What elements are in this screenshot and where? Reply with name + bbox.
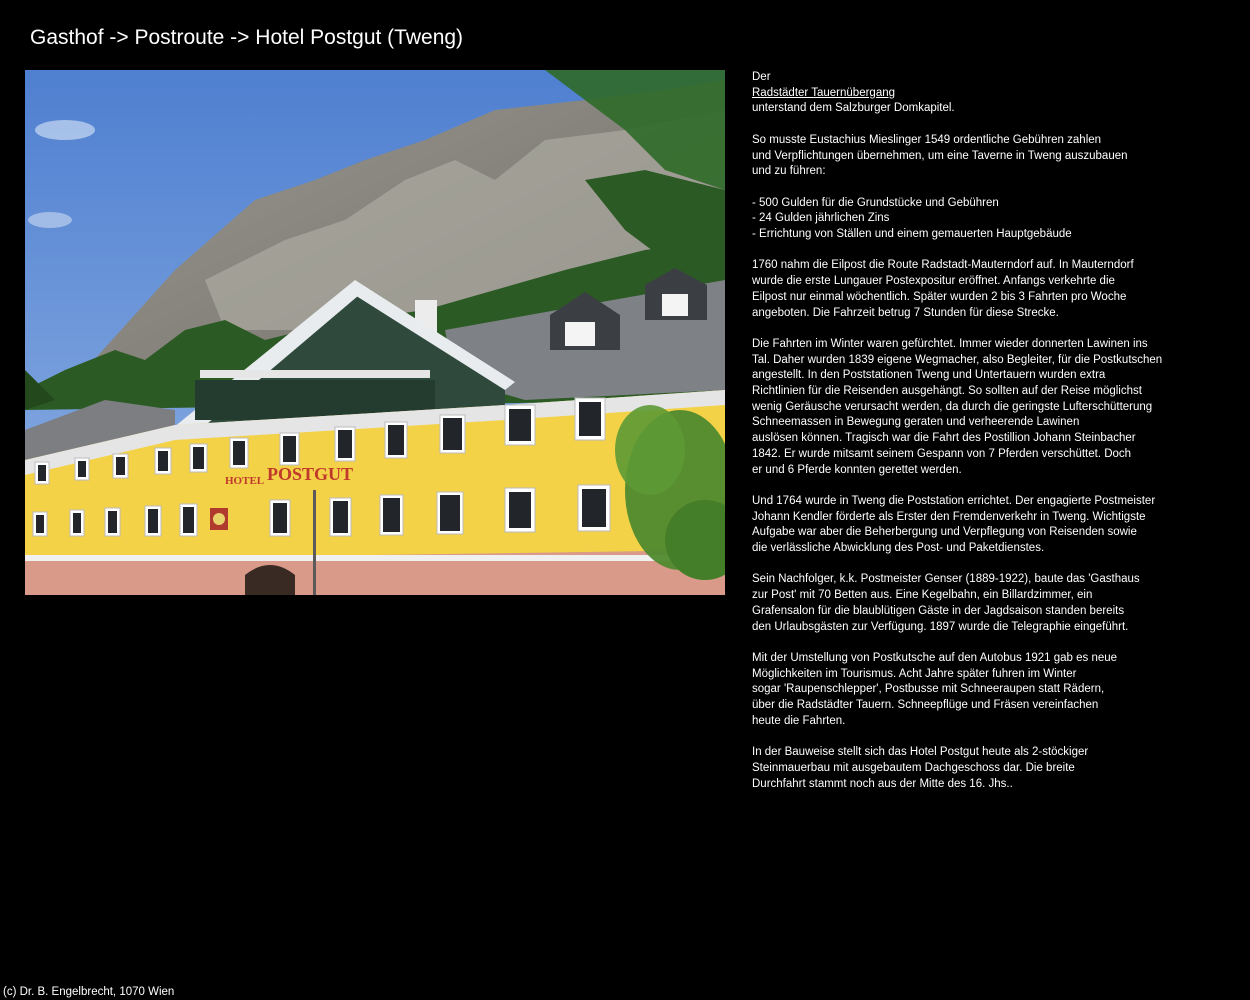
paragraph-line: den Urlaubsgästen zur Verfügung. 1897 wurde die Telegraphie eingeführt. bbox=[752, 620, 1129, 633]
paragraph-line: Mit der Umstellung von Postkutsche auf den Autobus 1921 gab es neue bbox=[752, 651, 1118, 664]
paragraph-line: die verlässliche Abwicklung des Post- und Paketdienstes. bbox=[752, 542, 1045, 555]
intro-before: Der bbox=[752, 71, 771, 83]
paragraph-line: auslösen können. Tragisch war die Fahrt des Postillion Johann Steinbacher bbox=[752, 432, 1136, 445]
paragraph-line: Tal. Daher wurden 1839 eigene Wegmacher, also Begleiter, für die Postkutschen bbox=[752, 353, 1163, 366]
radstaedter-tauernuebergang-link[interactable]: Radstädter Tauernübergang bbox=[752, 86, 896, 99]
paragraph-line: In der Bauweise stellt sich das Hotel Postgut heute als 2-stöckiger bbox=[752, 746, 1089, 759]
paragraph-line: Und 1764 wurde in Tweng die Poststation errichtet. Der engagierte Postmeister bbox=[752, 494, 1156, 507]
paragraph-line: und zu führen: bbox=[752, 165, 826, 178]
list-item: - 500 Gulden für die Grundstücke und Gebühren bbox=[752, 196, 999, 209]
paragraph-line: Möglichkeiten im Tourismus. Acht Jahre später fuhren im Winter bbox=[752, 667, 1077, 680]
paragraph-line: Schneemassen in Bewegung geraten und verheerende Lawinen bbox=[752, 416, 1080, 429]
copyright-footer: (c) Dr. B. Engelbrecht, 1070 Wien bbox=[3, 986, 175, 998]
paragraph-line: Aufgabe war aber die Beherbergung und Verpflegung von Reisenden sowie bbox=[752, 526, 1137, 539]
paragraph-line: 1842. Er wurde mitsamt seinem Gespann von 7 Pferden verschüttet. Doch bbox=[752, 447, 1132, 460]
hotel-photo[interactable] bbox=[25, 70, 725, 595]
paragraph-line: Eilpost nur einmal wöchentlich. Später wurden 2 bis 3 Fahrten pro Woche bbox=[752, 290, 1127, 303]
paragraph-line: Johann Kendler förderte als Erster den Fremdenverkehr in Tweng. Wichtigste bbox=[752, 510, 1146, 523]
paragraph-line: Richtlinien für die Reisenden ausgehängt. So sollten auf der Reise möglichst bbox=[752, 385, 1142, 397]
paragraph-line: wurde die erste Lungauer Postexpositur eröffnet. Anfangs verkehrte die bbox=[752, 275, 1115, 288]
paragraph-line: angeboten. Die Fahrzeit betrug 7 Stunden für diese Strecke. bbox=[752, 306, 1059, 319]
hotel-sign: POSTGUT bbox=[267, 464, 354, 484]
paragraph-line: Steinmauerbau mit ausgebautem Dachgeschoss dar. Die breite bbox=[752, 761, 1075, 774]
list-item: - 24 Gulden jährlichen Zins bbox=[752, 212, 890, 225]
article-text bbox=[752, 70, 1222, 792]
list-item: - Errichtung von Ställen und einem gemauerten Hauptgebäude bbox=[752, 228, 1072, 240]
paragraph-line: So musste Eustachius Mieslinger 1549 ordentliche Gebühren zahlen bbox=[752, 133, 1102, 146]
paragraph-line: Sein Nachfolger, k.k. Postmeister Genser (1889-1922), baute das 'Gasthaus bbox=[752, 573, 1140, 586]
paragraph-line: Durchfahrt stammt noch aus der Mitte des 16. Jhs.. bbox=[752, 777, 1013, 790]
paragraph-line: sogar 'Raupenschlepper', Postbusse mit Schneeraupen statt Rädern, bbox=[752, 683, 1105, 696]
paragraph-line: er und 6 Pferde konnten gerettet werden. bbox=[752, 463, 962, 476]
paragraph-line: angestellt. In den Poststationen Tweng und Untertauern wurden extra bbox=[752, 369, 1106, 382]
intro-after: unterstand dem Salzburger Domkapitel. bbox=[752, 102, 955, 115]
paragraph-line: zur Post' mit 70 Betten aus. Eine Kegelbahn, ein Billardzimmer, ein bbox=[752, 589, 1093, 602]
paragraph-line: über die Radstädter Tauern. Schneepflüge und Fräsen vereinfachen bbox=[752, 699, 1099, 712]
paragraph-line: 1760 nahm die Eilpost die Route Radstadt-Mauterndorf auf. In Mauterndorf bbox=[752, 259, 1134, 272]
paragraph-line: und Verpflichtungen übernehmen, um eine Taverne in Tweng auszubauen bbox=[752, 149, 1128, 162]
page-title: Gasthof -> Postroute -> Hotel Postgut (Tweng) bbox=[30, 26, 464, 49]
hotel-sign-small: HOTEL bbox=[225, 475, 265, 487]
paragraph-line: wenig Geräusche verursacht werden, da durch die geringste Lufterschütterung bbox=[752, 400, 1153, 413]
paragraph-line: heute die Fahrten. bbox=[752, 714, 846, 727]
paragraph-line: Grafensalon für die blaublütigen Gäste in der Jagdsaison standen bereits bbox=[752, 604, 1125, 617]
paragraph-line: Die Fahrten im Winter waren gefürchtet. Immer wieder donnerten Lawinen ins bbox=[752, 337, 1148, 350]
